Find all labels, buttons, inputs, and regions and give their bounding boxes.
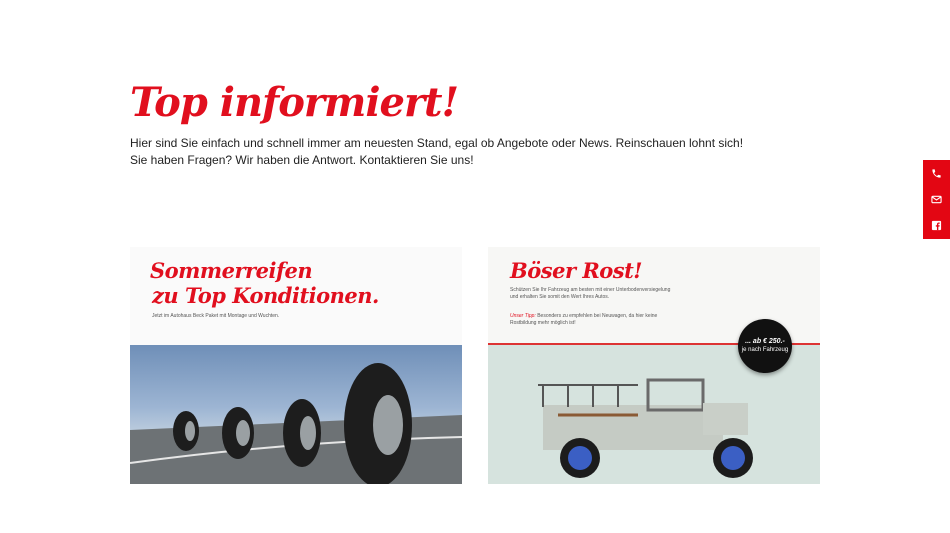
card-text-line-1: Schützen Sie Ihr Fahrzeug am besten mit einer Unterbodenversiegelung xyxy=(510,287,671,293)
card-title: Böser Rost! xyxy=(510,258,643,283)
badge-note: je nach Fahrzeug xyxy=(741,347,789,353)
facebook-icon xyxy=(931,220,942,231)
offer-card-rust-protection[interactable] xyxy=(488,247,820,484)
intro-text xyxy=(130,135,743,169)
card-tip xyxy=(510,313,657,326)
price-badge xyxy=(738,319,792,373)
card-title-line-1: Sommerreifen xyxy=(150,258,313,283)
page-title: Top informiert! xyxy=(130,79,459,126)
contact-sidebar xyxy=(923,160,950,239)
phone-button[interactable] xyxy=(923,160,950,186)
offer-card-summer-tires[interactable] xyxy=(130,247,462,484)
card-text: Jetzt im Autohaus Beck Paket mit Montage und Wuchten. xyxy=(152,313,280,319)
tip-text-line-2: Rostbildung mehr möglich ist! xyxy=(510,319,576,326)
tires-illustration xyxy=(130,345,462,484)
intro-line-2: Sie haben Fragen? Wir haben die Antwort. Kontaktieren Sie uns! xyxy=(130,153,474,167)
facebook-button[interactable] xyxy=(923,212,950,238)
tip-label: Unser Tipp: xyxy=(510,313,536,319)
tip-text-line-1: Besonders zu empfehlen bei Neuwagen, da hier keine xyxy=(537,313,658,319)
card-text-line-2: und erhalten Sie somit den Wert Ihres Autos. xyxy=(510,293,610,300)
card-text xyxy=(510,287,670,300)
intro-line-1: Hier sind Sie einfach und schnell immer am neuesten Stand, egal ob Angebote oder News. Reinschauen lohnt sich! xyxy=(130,136,744,150)
mail-icon xyxy=(931,194,942,205)
phone-icon xyxy=(931,168,942,179)
tires-image xyxy=(130,345,462,484)
card-title-line-2: zu Top Konditionen. xyxy=(152,283,379,308)
badge-price: ... ab € 250.- xyxy=(745,338,785,345)
mail-button[interactable] xyxy=(923,186,950,212)
